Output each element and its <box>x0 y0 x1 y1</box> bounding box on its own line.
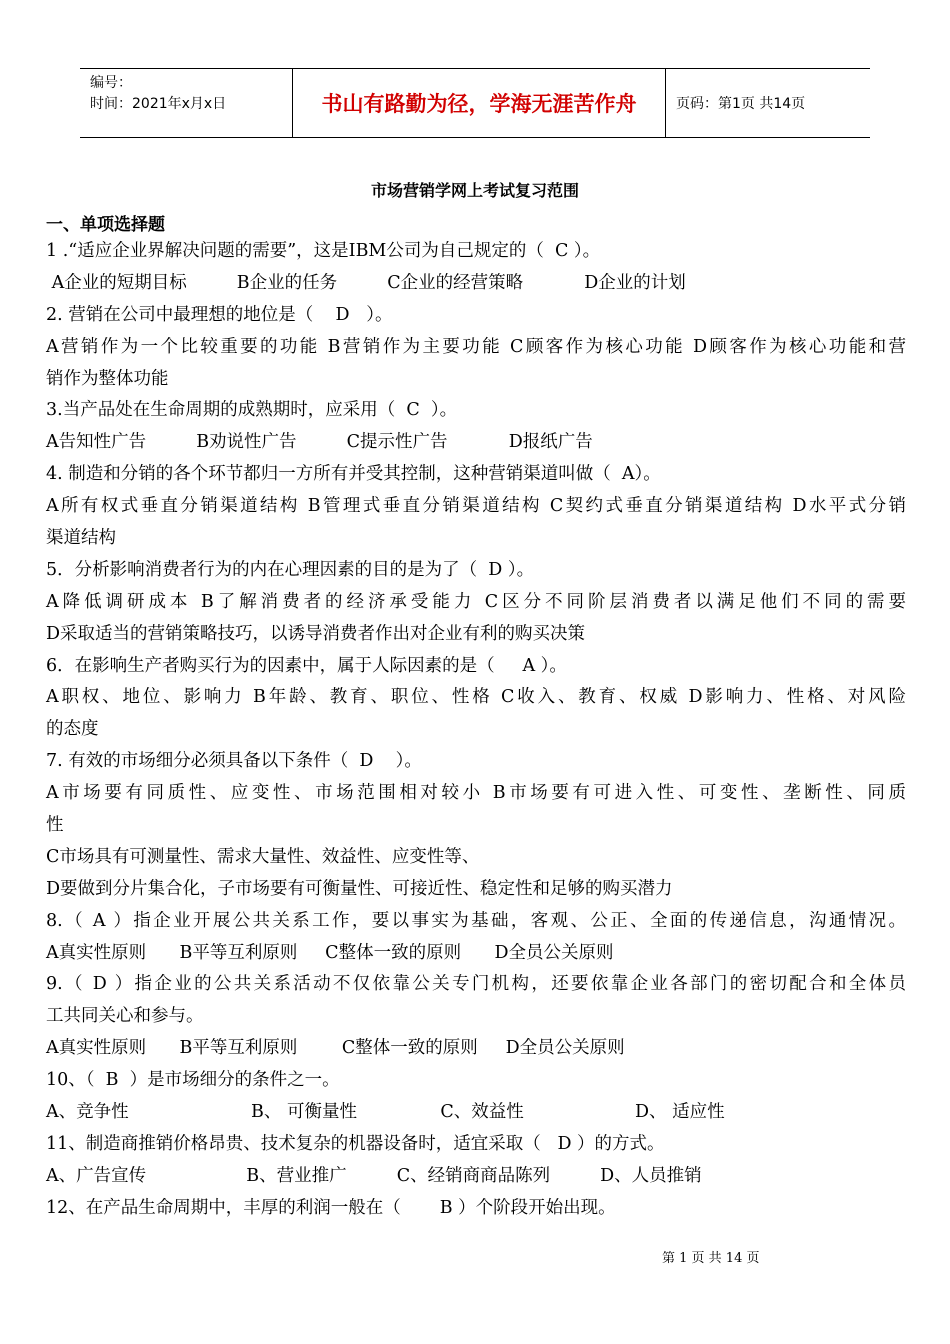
text-line: A企业的短期目标 B企业的任务 C企业的经营策略 D企业的计划 <box>46 272 686 293</box>
text-line: 工共同关心和参与。 <box>46 1006 204 1027</box>
text-line: 8.（ A ）指企业开展公共关系工作，要以事实为基础，客观、公正、全面的传递信息，沟通情况。 <box>46 910 906 931</box>
text-line: 3.当产品处在生命周期的成熟期时，应采用（ C ）。 <box>46 400 458 421</box>
text-line: 5．分析影响消费者行为的内在心理因素的目的是为了（ D ）。 <box>46 559 535 580</box>
text-line: 12、在产品生命周期中，丰厚的利润一般在（ B ）个阶段开始出现。 <box>46 1197 616 1218</box>
text-line: A告知性广告 B劝说性广告 C提示性广告 D报纸广告 <box>46 432 593 453</box>
text-line: A营销作为一个比较重要的功能 B营销作为主要功能 C顾客作为核心功能 D顾客作为核心功能和营 <box>46 336 906 357</box>
text-line: 7. 有效的市场细分必须具备以下条件（ D ）。 <box>46 751 422 772</box>
text-line: A市场要有同质性、应变性、市场范围相对较小 B市场要有可进入性、可变性、垄断性、同质 <box>46 783 906 804</box>
number-label: 编号： <box>90 75 132 91</box>
text-line: 性 <box>46 815 64 836</box>
text-line: 6．在影响生产者购买行为的因素中，属于人际因素的是（ A ）。 <box>46 655 567 676</box>
header-meta <box>80 69 292 137</box>
text-line: A真实性原则 B平等互利原则 C整体一致的原则 D全员公关原则 <box>46 1038 625 1059</box>
header-motto: 书山有路勤为径，学海无涯苦作舟 <box>292 69 666 137</box>
question-list <box>46 236 906 1225</box>
text-line: 9.（ D ）指企业的公共关系活动不仅依靠公关专门机构，还要依靠企业各部门的密切配合和全体员 <box>46 974 906 995</box>
text-line: 2. 营销在公司中最理想的地位是（ D ）。 <box>46 304 393 325</box>
text-line: 11、制造商推销价格昂贵、技术复杂的机器设备时，适宜采取（ D ）的方式。 <box>46 1133 665 1154</box>
header-table <box>80 68 870 138</box>
text-line: 渠道结构 <box>46 528 116 549</box>
text-line: 1 .“适应企业界解决问题的需要”，这是IBM公司为自己规定的（ C ）。 <box>46 241 601 261</box>
header-page-info: 页码：第1页 共14页 <box>676 96 806 112</box>
text-line: 10、（ B ）是市场细分的条件之一。 <box>46 1070 340 1091</box>
text-line: 4. 制造和分销的各个环节都归一方所有并受其控制，这种营销渠道叫做（ A）。 <box>46 464 661 485</box>
text-line: A、广告宣传 B、营业推广 C、经销商商品陈列 D、人员推销 <box>46 1165 702 1186</box>
text-line: D要做到分片集合化，子市场要有可衡量性、可接近性、稳定性和足够的购买潜力 <box>46 878 673 899</box>
page-footer: 第 1 页 共 14 页 <box>662 1251 760 1266</box>
text-line: A职权、地位、影响力 B年龄、教育、职位、性格 C收入、教育、权威 D影响力、性格、对风险 <box>46 687 906 708</box>
text-line: D采取适当的营销策略技巧，以诱导消费者作出对企业有利的购买决策 <box>46 623 586 644</box>
section-title: 一、单项选择题 <box>46 215 165 235</box>
date-label: 时间：2021年x月x日 <box>90 96 227 112</box>
document-title: 市场营销学网上考试复习范围 <box>370 181 579 200</box>
text-line: 销作为整体功能 <box>46 368 169 389</box>
text-line: A所有权式垂直分销渠道结构 B管理式垂直分销渠道结构 C契约式垂直分销渠道结构 D水平式分销 <box>46 496 906 517</box>
text-line: A、竞争性 B、 可衡量性 C、效益性 D、 适应性 <box>46 1102 725 1123</box>
text-line: 的态度 <box>46 719 99 740</box>
text-line: C市场具有可测量性、需求大量性、效益性、应变性等、 <box>46 846 480 867</box>
text-line: A真实性原则 B平等互利原则 C整体一致的原则 D全员公关原则 <box>46 942 614 963</box>
text-line: A降低调研成本 B了解消费者的经济承受能力 C区分不同阶层消费者以满足他们不同的需要 <box>46 591 906 612</box>
